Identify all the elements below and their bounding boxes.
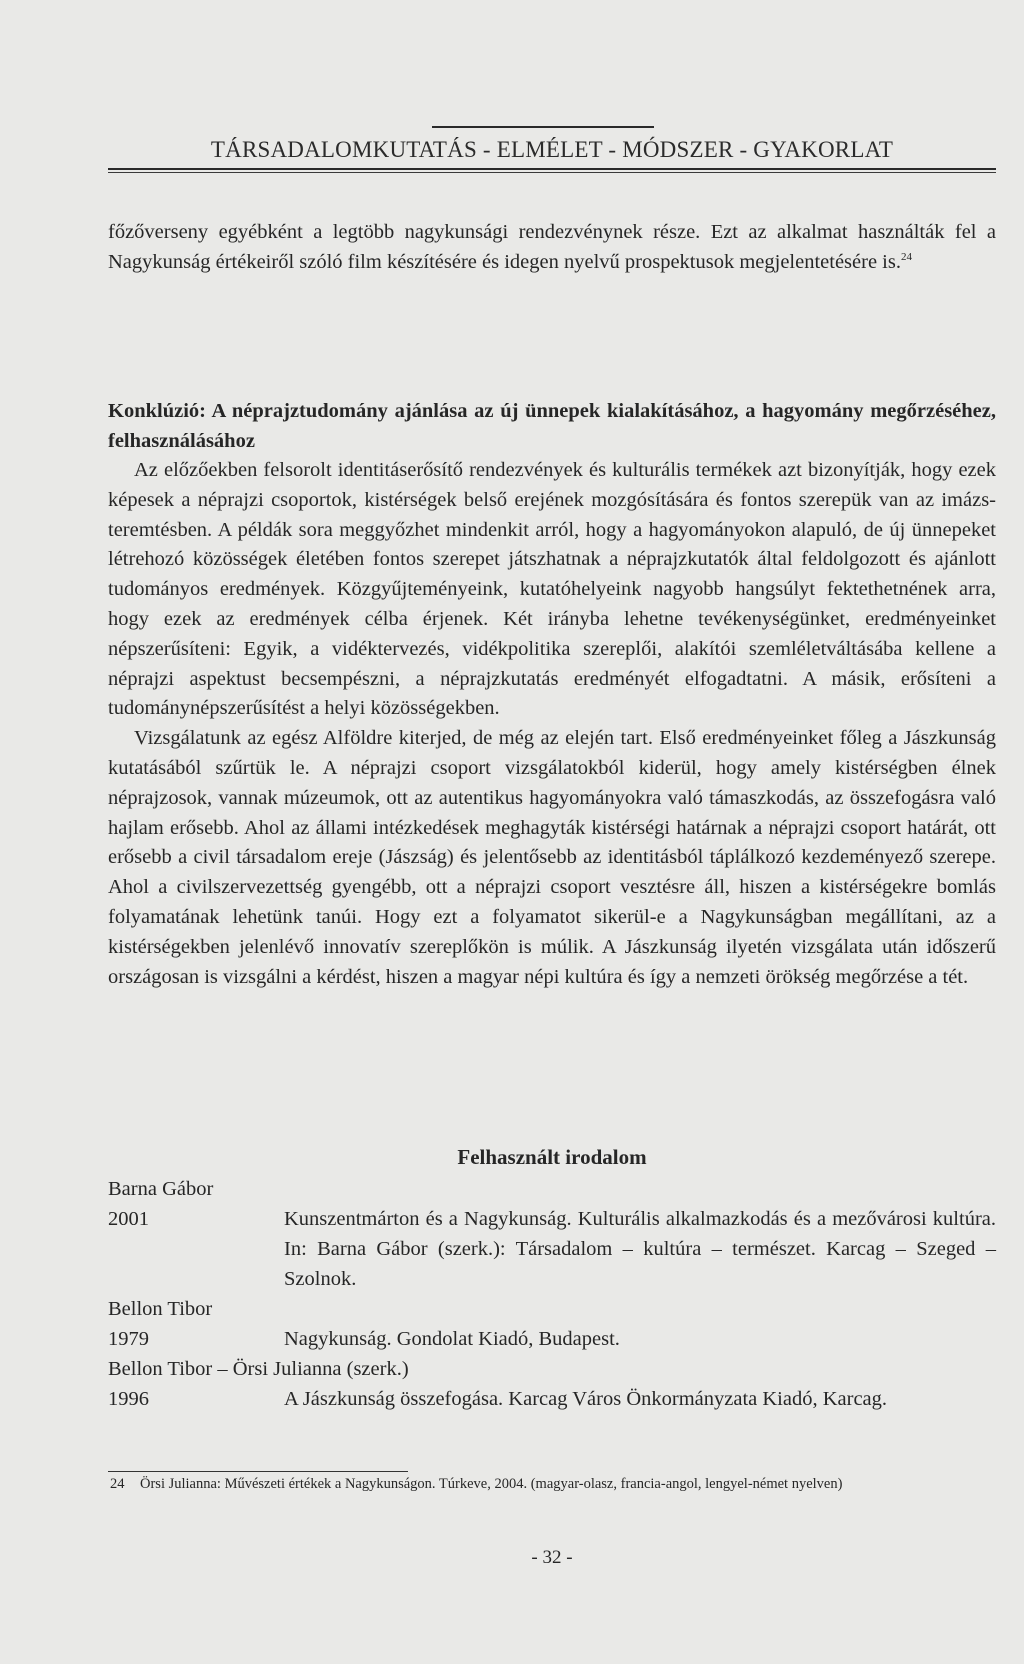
reference-year: 2001 — [108, 1208, 149, 1230]
footnote — [110, 1475, 996, 1493]
page-number: - 32 - — [531, 1547, 573, 1568]
intro-text: főzőverseny egyébként a legtöbb nagykunsági rendezvénynek része. Ezt az alkalmat használták fel a Nagykunság értékeiről szóló film készítésére és idegen nyelvű prospektusok megjelentetésére is. — [108, 221, 996, 273]
footnote-rule — [108, 1471, 408, 1472]
header-top-line — [432, 126, 654, 128]
reference-text: A Jászkunság összefogása. Karcag Város Önkormányzata Kiadó, Karcag. — [284, 1388, 888, 1410]
reference-entry — [108, 1204, 996, 1294]
footnote-reference: 24 — [900, 250, 912, 263]
bibliography-list — [108, 1174, 996, 1414]
reference-entry — [108, 1384, 996, 1414]
body-paragraph: Az előzőekben felsorolt identitáserősítő rendezvények és kulturális termékek azt bizonyítják, hogy ezek képesek a néprajzi csoportok, kistérségek belső erejének mozgósítására és fontos szerepük van az imázs-teremtésben. A példák sora meggyőzhet mindenkit arról, hogy a hagyományokon alapuló, de új ünnepeket létrehozó közösségek életében fontos szerepet játszhatnak a néprajzkutatók által feldolgozott és ajánlott tudományos eredmények. Közgyűjteményeink, kutatóhelyeink nagyobb hangsúlyt fektethetnének arra, hogy ezek az eredmények célba érjenek. Két irányba lehetne tevékenységünket, eredményeinket népszerűsíteni: Egyik, a vidéktervezés, vidékpolitika szereplői, alakítói szemléletváltásába kellene a néprajzi aspektust becsempészni, a néprajzkutatás eredményét elfogadtatni. A másik, erősíteni a tudománynépszerűsítést a helyi közösségekben. — [108, 459, 996, 720]
reference-text: Nagykunság. Gondolat Kiadó, Budapest. — [284, 1328, 620, 1350]
reference-author: Barna Gábor — [108, 1178, 214, 1200]
reference-year: 1979 — [108, 1328, 149, 1350]
bibliography-title: Felhasznált irodalom — [457, 1145, 647, 1169]
section-heading: Konklúzió: A néprajztudomány ajánlása az új ünnepek kialakításához, a hagyomány megőrzéséhez, felhasználásához — [108, 400, 996, 452]
header-rule-thin — [108, 172, 996, 173]
footnote-text: Örsi Julianna: Művészeti értékek a Nagykunságon. Túrkeve, 2004. (magyar-olasz, francia-angol, lengyel-német nyelven) — [140, 1476, 843, 1492]
footnote-number: 24 — [110, 1476, 125, 1492]
running-header: TÁRSADALOMKUTATÁS - ELMÉLET - MÓDSZER - GYAKORLAT — [210, 137, 894, 162]
reference-year: 1996 — [108, 1388, 149, 1410]
intro-paragraph — [108, 218, 996, 278]
reference-text: Kunszentmárton és a Nagykunság. Kulturális alkalmazkodás és a mezővárosi kultúra. In: Barna Gábor (szerk.): Társadalom – kultúra – természet. Karcag – Szeged – Szolnok. — [284, 1208, 996, 1290]
reference-entry — [108, 1324, 996, 1354]
conclusion-body — [108, 456, 996, 992]
header-rule — [108, 168, 996, 170]
reference-author: Bellon Tibor – Örsi Julianna (szerk.) — [108, 1358, 409, 1380]
reference-author: Bellon Tibor — [108, 1298, 213, 1320]
body-paragraph: Vizsgálatunk az egész Alföldre kiterjed, de még az elején tart. Első eredményeinket főleg a Jászkunság kutatásából szűrtük le. A néprajzi csoport vizsgálatokból kiderül, hogy amely kistérségben élnek néprajzosok, vannak múzeumok, ott az autentikus hagyományokra való támaszkodás, az összefogásra való hajlam erősebb. Ahol az állami intézkedések meghagyták kistérségi határnak a néprajzi csoport határát, ott erősebb a civil társadalom ereje (Jászság) és jelentősebb az identitásból táplálkozó kezdeményező szerepe. Ahol a civilszervezettség gyengébb, ott a néprajzi csoport vesztésre áll, hiszen a kistérségekre bomlás folyamatának lehetünk tanúi. Hogy ezt a folyamatot sikerül-e a Nagykunságban megállítani, az a kistérségekben jelenlévő innovatív szereplőkön is múlik. A Jászkunság ilyetén vizsgálata után időszerű országosan is vizsgálni a kérdést, hiszen a magyar népi kultúra és így a nemzeti örökség megőrzése a tét. — [108, 727, 996, 988]
